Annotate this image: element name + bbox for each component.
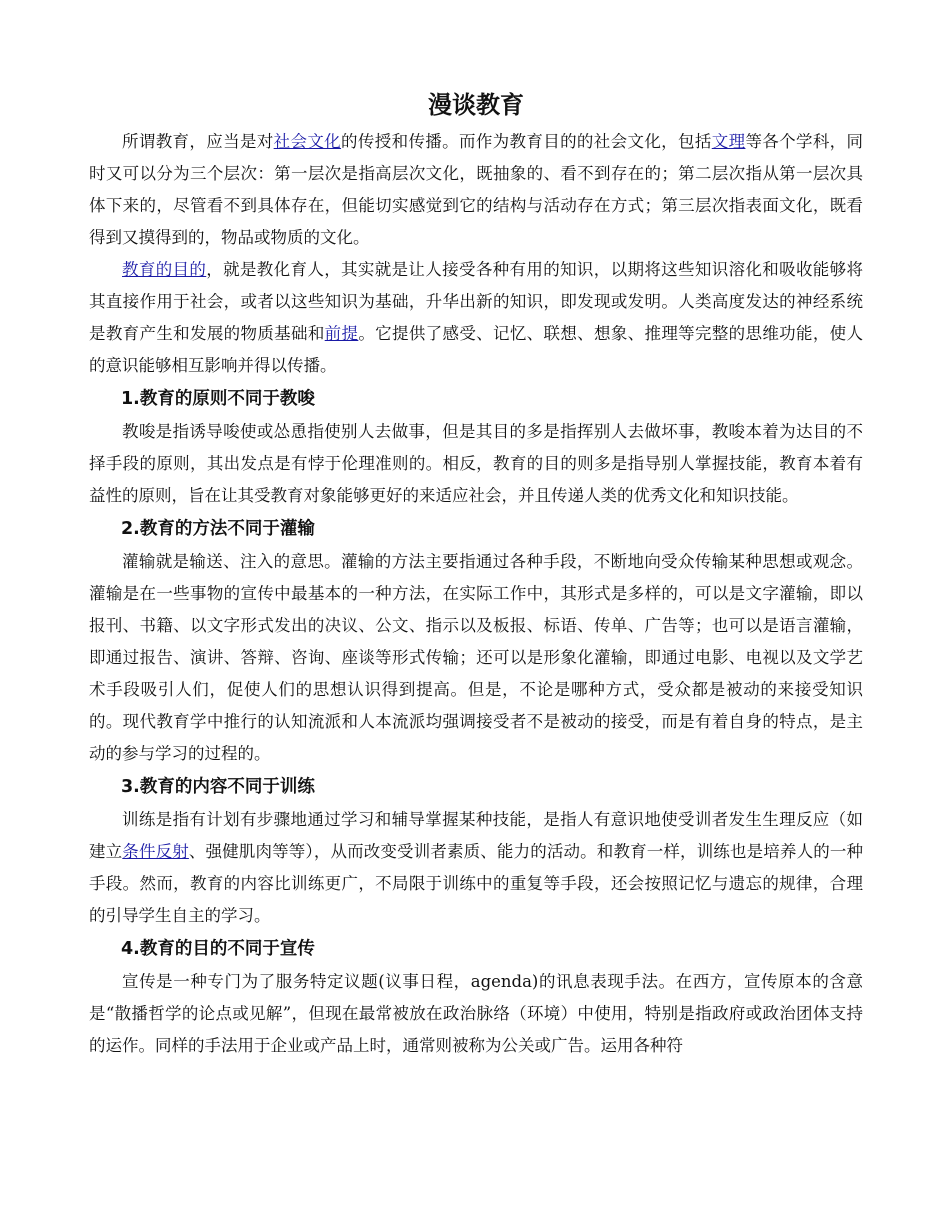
link-liberal-arts[interactable]: 文理 [711,132,746,151]
section-heading-1: 1.教育的原则不同于教唆 [121,389,315,409]
paragraph-section-3 [89,804,863,932]
section-heading-3: 3.教育的内容不同于训练 [121,777,315,797]
text-run: 。它提供了感受、记忆、联想、想象、推理等完整的思维功能，使人的意识能够相互影响并得以传播。 [89,324,864,375]
document-title: 漫谈教育 [428,91,524,119]
section-heading-4: 4.教育的目的不同于宣传 [121,939,315,959]
paragraph-section-4: 宣传是一种专门为了服务特定议题(议事日程，agenda)的讯息表现手法。在西方，宣传原本的含意是“散播哲学的论点或见解”，但现在最常被放在政治脉络（环境）中使用，特别是指政府或政治团体支持的运作。同样的手法用于企业或产品上时，通常则被称为公关或广告。运用各种符 [89,972,863,1055]
text-run: ，就是教化育人，其实就是让人接受各种有用的知识，以期将这些知识溶化和吸收能够将其直接作用于社会，或者以这些知识为基础，升华出新的知识，即发现或发明。人类高度发达的神经系统是教育产生和发展的物质基础和 [89,260,864,343]
paragraph-purpose [89,254,863,382]
text-run: 等各个学科，同时又可以分为三个层次：第一层次是指高层次文化，既抽象的、看不到存在的；第二层次指从第一层次具体下来的，尽管看不到具体存在，但能切实感觉到它的结构与活动存在方式；第三层次指表面文化，既看得到又摸得到的，物品或物质的文化。 [89,132,864,247]
paragraph-section-2: 灌输就是输送、注入的意思。灌输的方法主要指通过各种手段，不断地向受众传输某种思想或观念。灌输是在一些事物的宣传中最基本的一种方法，在实际工作中，其形式是多样的，可以是文字灌输，即以报刊、书籍、以文字形式发出的决议、公文、指示以及板报、标语、传单、广告等；也可以是语言灌输，即通过报告、演讲、答辩、咨询、座谈等形式传输；还可以是形象化灌输，即通过电影、电视以及文学艺术手段吸引人们，促使人们的思想认识得到提高。但是，不论是哪种方式，受众都是被动的来接受知识的。现代教育学中推行的认知流派和人本流派均强调接受者不是被动的接受，而是有着自身的特点，是主动的参与学习的过程的。 [89,552,863,763]
text-run: 、强健肌肉等等），从而改变受训者素质、能力的活动。和教育一样，训练也是培养人的一种手段。然而，教育的内容比训练更广，不局限于训练中的重复等手段，还会按照记忆与遗忘的规律，合理的引导学生自主的学习。 [89,842,864,925]
paragraph-intro [89,126,863,254]
link-conditioned-reflex[interactable]: 条件反射 [122,842,189,861]
document-page [89,88,863,1062]
paragraph-section-1: 教唆是指诱导唆使或怂恿指使别人去做事，但是其目的多是指挥别人去做坏事，教唆本着为达目的不择手段的原则，其出发点是有悖于伦理准则的。相反，教育的目的则多是指导别人掌握技能，教育本着有益性的原则，旨在让其受教育对象能够更好的来适应社会，并且传递人类的优秀文化和知识技能。 [89,422,863,505]
text-run: 所谓教育，应当是对 [122,132,274,151]
link-education-purpose[interactable]: 教育的目的 [122,260,207,279]
link-premise[interactable]: 前提 [324,324,359,343]
text-run: 的传授和传播。而作为教育目的的社会文化，包括 [341,132,712,151]
link-social-culture[interactable]: 社会文化 [273,132,342,151]
section-heading-2: 2.教育的方法不同于灌输 [121,519,315,539]
text-run: 训练是指有计划有步骤地通过学习和辅导掌握某种技能，是指人有意识地使受训者发生生理反应（如建立 [89,810,863,861]
